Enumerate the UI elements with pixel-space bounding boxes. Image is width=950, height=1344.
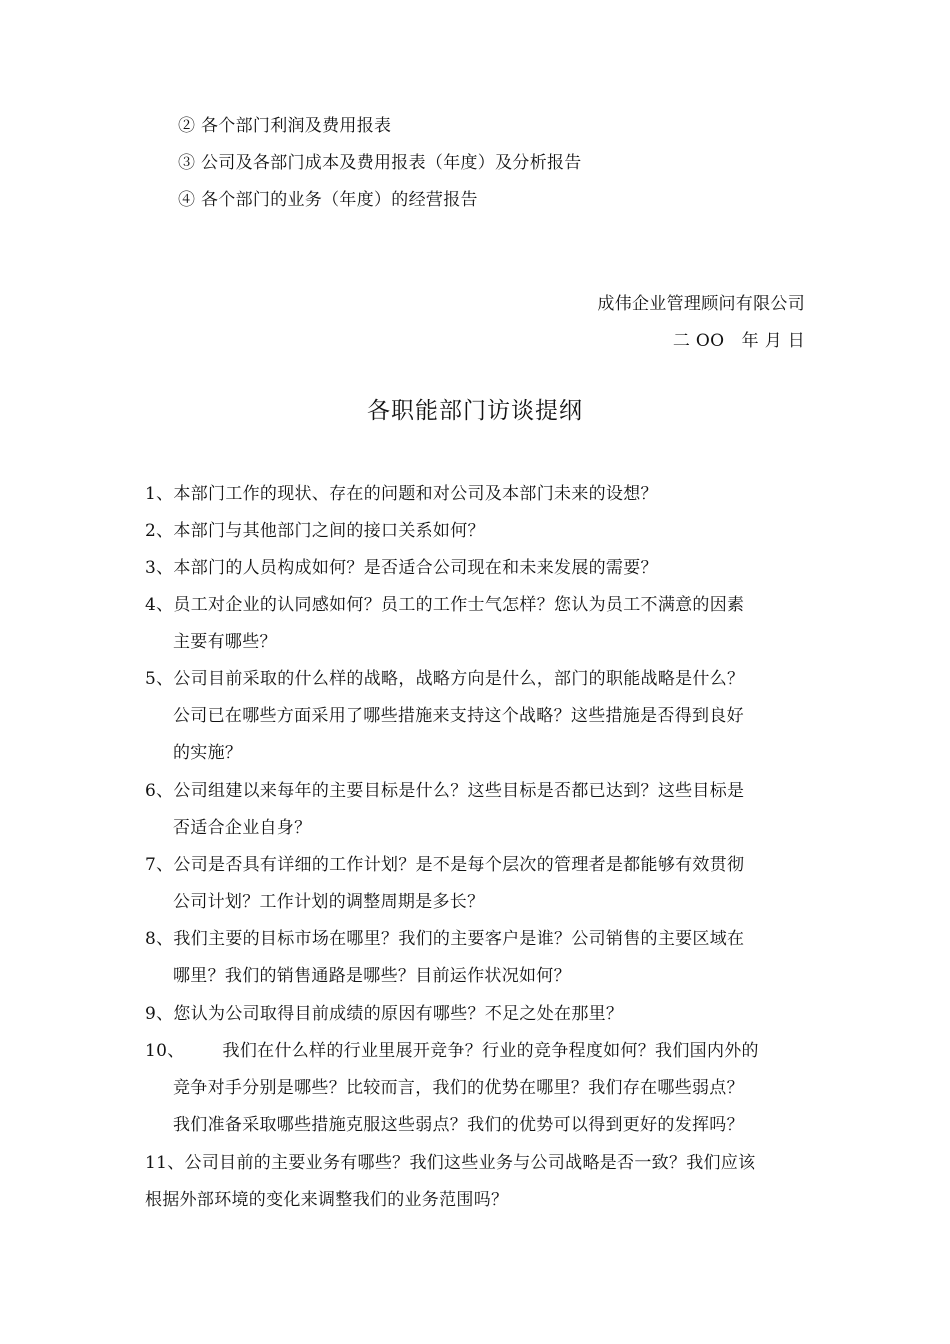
question-text: 员工对企业的认同感如何？员工的工作士气怎样？您认为员工不满意的因素 (173, 595, 745, 615)
question-text: 公司组建以来每年的主要目标是什么？这些目标是否都已达到？这些目标是 (173, 781, 745, 801)
question-text: 否适合企业自身？ (173, 818, 312, 838)
question-text: 哪里？我们的销售通路是哪些？目前运作状况如何？ (173, 966, 571, 986)
question-2 (145, 519, 810, 556)
signature-company: 成伟企业管理顾问有限公司 (597, 294, 805, 314)
question-11 (145, 1151, 810, 1225)
question-number: 5、 (145, 669, 174, 689)
question-text: 本部门工作的现状、存在的问题和对公司及本部门未来的设想？ (173, 484, 658, 504)
question-number: 7、 (145, 855, 174, 875)
question-number: 2、 (145, 521, 174, 541)
question-text: 的实施？ (173, 743, 243, 763)
document-title: 各职能部门访谈提纲 (367, 398, 583, 424)
question-text: 本部门与其他部门之间的接口关系如何？ (173, 521, 485, 541)
question-10 (145, 1039, 810, 1150)
question-text: 公司已在哪些方面采用了哪些措施来支持这个战略？这些措施是否得到良好 (173, 706, 744, 726)
top-list-item: ② 各个部门利润及费用报表 (178, 116, 392, 136)
question-text: 我们准备采取哪些措施克服这些弱点？我们的优势可以得到更好的发挥吗？ (173, 1115, 744, 1135)
question-text: 我们主要的目标市场在哪里？我们的主要客户是谁？公司销售的主要区域在 (173, 929, 745, 949)
question-8 (145, 927, 810, 1001)
question-number: 6、 (145, 781, 174, 801)
question-text: 本部门的人员构成如何？是否适合公司现在和未来发展的需要？ (173, 558, 658, 578)
question-number: 3、 (145, 558, 174, 578)
question-number: 10、 (145, 1041, 185, 1061)
question-1 (145, 482, 810, 519)
top-list-item: ④ 各个部门的业务（年度）的经营报告 (178, 190, 478, 210)
question-number: 8、 (145, 929, 174, 949)
question-6 (145, 779, 810, 853)
question-9 (145, 1002, 810, 1039)
question-text: 公司目前的主要业务有哪些？我们这些业务与公司战略是否一致？我们应该 (184, 1153, 756, 1173)
question-7 (145, 853, 810, 927)
signature-date: 二 OO 年 月 日 (672, 331, 805, 351)
question-text: 主要有哪些？ (173, 632, 277, 652)
question-text: 公司目前采取的什么样的战略，战略方向是什么，部门的职能战略是什么？ (173, 669, 745, 689)
top-list-item: ③ 公司及各部门成本及费用报表（年度）及分析报告 (178, 153, 582, 173)
question-number: 4、 (145, 595, 174, 615)
question-text: 公司计划？工作计划的调整周期是多长？ (173, 892, 485, 912)
question-text: 我们在什么样的行业里展开竞争？行业的竞争程度如何？我们国内外的 (222, 1041, 759, 1061)
question-5 (145, 667, 810, 778)
question-text: 公司是否具有详细的工作计划？是不是每个层次的管理者是都能够有效贯彻 (173, 855, 745, 875)
question-text: 竞争对手分别是哪些？比较而言，我们的优势在哪里？我们存在哪些弱点？ (173, 1078, 744, 1098)
question-3 (145, 556, 810, 593)
question-4 (145, 593, 810, 667)
question-text-trailing: 根据外部环境的变化来调整我们的业务范围吗？ (145, 1190, 509, 1210)
question-number: 9、 (145, 1004, 174, 1024)
question-text: 您认为公司取得目前成绩的原因有哪些？不足之处在那里？ (173, 1004, 624, 1024)
question-number: 11、 (145, 1153, 185, 1173)
question-number: 1、 (145, 484, 174, 504)
